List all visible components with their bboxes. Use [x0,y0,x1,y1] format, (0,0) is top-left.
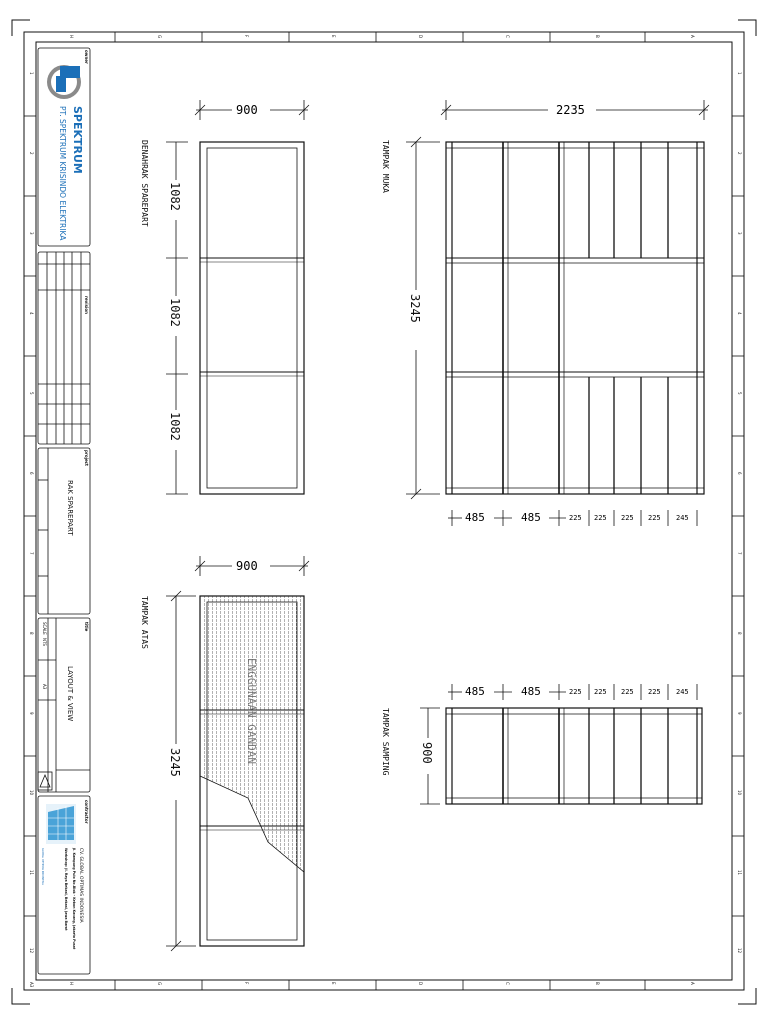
atas-title: TAMPAK ATAS [140,596,149,649]
sheet-size-label: A3 [29,982,34,988]
row-label: 4 [737,312,742,315]
samping-view [446,708,702,804]
row-label: 2 [29,152,34,155]
row-label: 3 [29,232,34,235]
project-name: RAK SPAREPART [66,480,74,536]
scale-label: SCALE [42,622,47,635]
dim-muka-bay: 225 [569,514,582,522]
dim-samping-bay: 485 [521,685,541,698]
row-label: 1 [737,72,742,75]
dim-samping-bay: 225 [569,688,582,696]
col-label: A [690,35,695,38]
row-label: 3 [737,232,742,235]
company-name: PT. SPEKTRUM KRISINDO ELEKTRIKA [58,106,67,241]
row-label: 10 [737,790,742,796]
north-arrow-icon [38,772,52,790]
col-label: A [690,982,695,985]
row-grid-ticks [24,116,744,916]
denah-dimensions [166,100,309,494]
dim-muka-bay: 225 [594,514,607,522]
drawing-title: LAYOUT & VIEW [66,666,74,722]
project-header: project [84,450,89,466]
col-label: G [157,982,162,986]
col-label: B [595,35,600,38]
col-label: H [69,35,74,39]
row-label: 6 [29,472,34,475]
company-brand: SPEKTRUM [71,106,84,174]
row-label: 5 [737,392,742,395]
row-label: 4 [29,312,34,315]
col-label: D [418,982,423,986]
contractor-header: contractor [84,800,89,824]
dim-denah-seg-3: 1082 [168,412,182,441]
row-label: 9 [29,712,34,715]
contractor-name: CV. GLOBAL OPTIMAS INDONESIA [78,848,83,923]
row-label: 7 [737,552,742,555]
row-label: 11 [737,870,742,876]
dim-samping-height: 900 [420,742,434,764]
row-label: 2 [737,152,742,155]
revision-header: revision [84,296,89,315]
col-label: F [244,982,249,985]
scale-value: NTS [42,638,47,646]
col-label: C [505,982,510,985]
row-label: 5 [29,392,34,395]
row-label: 7 [29,552,34,555]
dim-muka-bay: 225 [621,514,634,522]
dim-samping-bay: 225 [648,688,661,696]
row-label: 8 [29,632,34,635]
row-label: 1 [29,72,34,75]
row-label: 6 [737,472,742,475]
col-label: G [157,35,162,39]
owner-header: owner [84,50,89,64]
dim-samping-bay: 245 [676,688,689,696]
dim-samping-bay: 485 [465,685,485,698]
col-label: E [331,35,336,38]
dim-denah-seg-1: 1082 [168,182,182,211]
muka-view [446,142,704,494]
col-label: E [331,982,336,985]
atas-watermark: ENGGUNAAN GANDAN [245,658,258,764]
denah-title: DENAHRAK SPAREPART [140,140,149,227]
dim-denah-seg-2: 1082 [168,298,182,327]
column-grid-ticks [115,32,645,990]
dim-muka-bay: 225 [648,514,661,522]
dim-muka-width: 2235 [556,103,585,117]
dim-atas-width: 900 [236,559,258,573]
muka-title: TAMPAK MUKA [381,140,390,193]
col-label: F [244,35,249,38]
row-label: 8 [737,632,742,635]
col-label: C [505,35,510,38]
title-header: title [84,622,89,632]
dim-muka-bay: 245 [676,514,689,522]
row-label: 10 [29,790,34,796]
dim-atas-length: 3245 [168,748,182,777]
dim-muka-bay: 485 [465,511,485,524]
contractor-contact: Workshop: Jl. Raya Bekasi, Bekasi, Jawa Barat [64,848,68,931]
dim-samping-bay: 225 [594,688,607,696]
denah-view [200,142,304,494]
dim-samping-bay: 225 [621,688,634,696]
dim-muka-height: 3245 [408,294,422,323]
spektrum-logo [47,65,81,99]
dim-muka-bay: 485 [521,511,541,524]
row-label: 11 [29,870,34,876]
col-label: D [418,35,423,39]
col-label: H [69,982,74,986]
contractor-address: Jl. Kampung Pulo No.Blok - Kebon Kacang, Jakarta Pusat [72,848,76,950]
col-label: B [595,982,600,985]
row-label: 12 [29,948,34,954]
row-label: 9 [737,712,742,715]
samping-title: TAMPAK SAMPING [381,708,390,776]
sheet-size-value: A3 [42,684,47,690]
contractor-logo [46,804,76,844]
dim-denah-width: 900 [236,103,258,117]
row-label: 12 [737,948,742,954]
contractor-logo-text: GLOBAL OPTIMAS INDONESIA [41,848,44,885]
atas-view [200,596,304,946]
